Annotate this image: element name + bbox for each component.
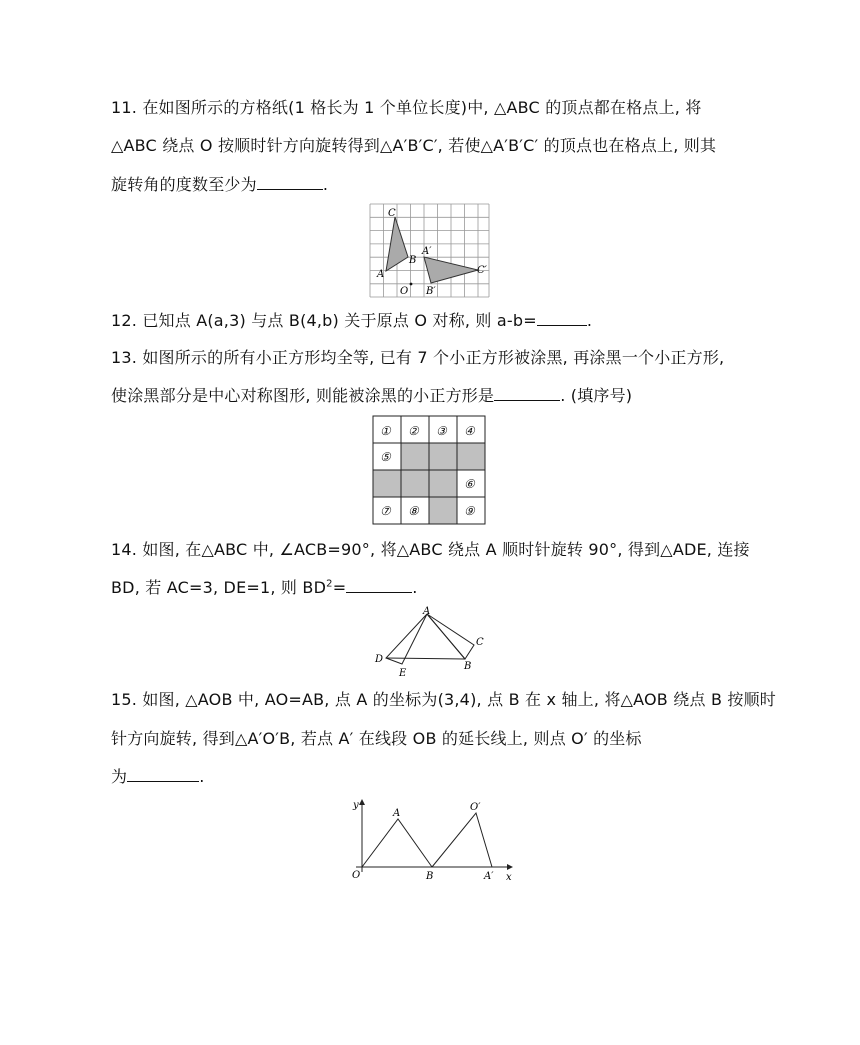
q13-answer-blank <box>494 386 560 401</box>
q14-line-2-end: . <box>412 578 418 597</box>
cell-label-8: ⑧ <box>408 504 419 518</box>
q15-line-3 <box>111 767 205 787</box>
q11-label-c-prime: C′ <box>477 265 487 276</box>
q14-line-2-text: BD, 若 AC=3, DE=1, 则 BD <box>111 578 327 597</box>
q15-coordinate-figure <box>348 796 518 886</box>
q11-label-b: B <box>409 255 417 266</box>
q14-label-e: E <box>399 668 407 679</box>
q14-superscript: 2 <box>326 578 333 590</box>
q15-label-x: x <box>506 872 512 883</box>
cell-label-1: ① <box>380 424 391 438</box>
q11-line-3-end: . <box>322 175 329 194</box>
q11-label-a-prime: A′ <box>422 246 432 257</box>
q11-grid-figure <box>368 202 492 300</box>
cell-label-9: ⑨ <box>464 504 475 518</box>
q14-line-2-eq: = <box>332 578 347 597</box>
triangle-abc-14 <box>427 614 474 659</box>
q13-line-1: 13. 如图所示的所有小正方形均全等, 已有 7 个小正方形被涂黑, 再涂黑一个小正方形, <box>111 348 725 367</box>
q11-line-3-text: 旋转角的度数至少为 <box>111 175 257 194</box>
q14-line-2 <box>111 578 418 598</box>
cell-label-2: ② <box>408 424 419 438</box>
q11-line-3 <box>111 175 328 195</box>
q14-label-b: B <box>464 661 472 672</box>
q14-triangle-figure <box>372 604 494 680</box>
q15-line-2: 针方向旋转, 得到△A′O′B, 若点 A′ 在线段 OB 的延长线上, 则点 O′ 的坐标 <box>111 729 642 748</box>
q15-label-y: y <box>353 800 359 811</box>
q12-line <box>111 311 592 331</box>
q15-label-o-prime: O′ <box>470 802 481 813</box>
q14-label-d: D <box>375 654 384 665</box>
q13-square-grid <box>371 415 489 527</box>
q11-label-c: C <box>388 208 396 219</box>
triangle-ade <box>386 614 427 664</box>
q14-line-1: 14. 如图, 在△ABC 中, ∠ACB=90°, 将△ABC 绕点 A 顺时针旋转 90°, 得到△ADE, 连接 <box>111 540 750 559</box>
q11-label-a: A <box>377 269 385 280</box>
q11-line-1: 11. 在如图所示的方格纸(1 格长为 1 个单位长度)中, △ABC 的顶点都在格点上, 将 <box>111 98 702 117</box>
point-o <box>410 283 413 286</box>
q15-line-3-end: . <box>199 767 205 786</box>
q14-label-a: A <box>423 606 431 617</box>
q12-answer-blank <box>537 311 587 326</box>
cell-label-4: ④ <box>464 424 475 438</box>
q15-label-b: B <box>426 871 434 882</box>
q12-end: . <box>586 311 593 330</box>
cell-label-6: ⑥ <box>464 477 475 491</box>
cell-label-3: ③ <box>436 424 447 438</box>
q11-label-o: O <box>400 286 409 297</box>
q15-line-3-text: 为 <box>111 767 128 786</box>
q15-line-1: 15. 如图, △AOB 中, AO=AB, 点 A 的坐标为(3,4), 点 B 在 x 轴上, 将△AOB 绕点 B 按顺时 <box>111 690 777 709</box>
q14-label-c: C <box>476 637 484 648</box>
q11-line-2: △ABC 绕点 O 按顺时针方向旋转得到△A′B′C′, 若使△A′B′C′ 的顶点也在格点上, 则其 <box>111 136 717 155</box>
q15-answer-blank <box>127 767 199 782</box>
cell-label-7: ⑦ <box>380 504 391 518</box>
q11-answer-blank <box>257 175 323 190</box>
q15-label-a: A <box>393 808 401 819</box>
cell-label-5: ⑤ <box>380 450 391 464</box>
segment-bd <box>386 658 465 659</box>
q15-label-a-prime: A′ <box>484 871 494 882</box>
q13-line-2-text: 使涂黑部分是中心对称图形, 则能被涂黑的小正方形是 <box>111 386 495 405</box>
q13-line-2-end: . (填序号) <box>560 386 633 405</box>
q14-answer-blank <box>346 578 412 593</box>
triangle-aob <box>362 819 432 867</box>
triangle-a1o1b <box>432 813 492 867</box>
q12-text: 12. 已知点 A(a,3) 与点 B(4,b) 关于原点 O 对称, 则 a-b= <box>111 311 537 330</box>
q11-label-b-prime: B′ <box>426 286 436 297</box>
q15-label-o: O <box>352 870 361 881</box>
q13-line-2 <box>111 386 632 406</box>
